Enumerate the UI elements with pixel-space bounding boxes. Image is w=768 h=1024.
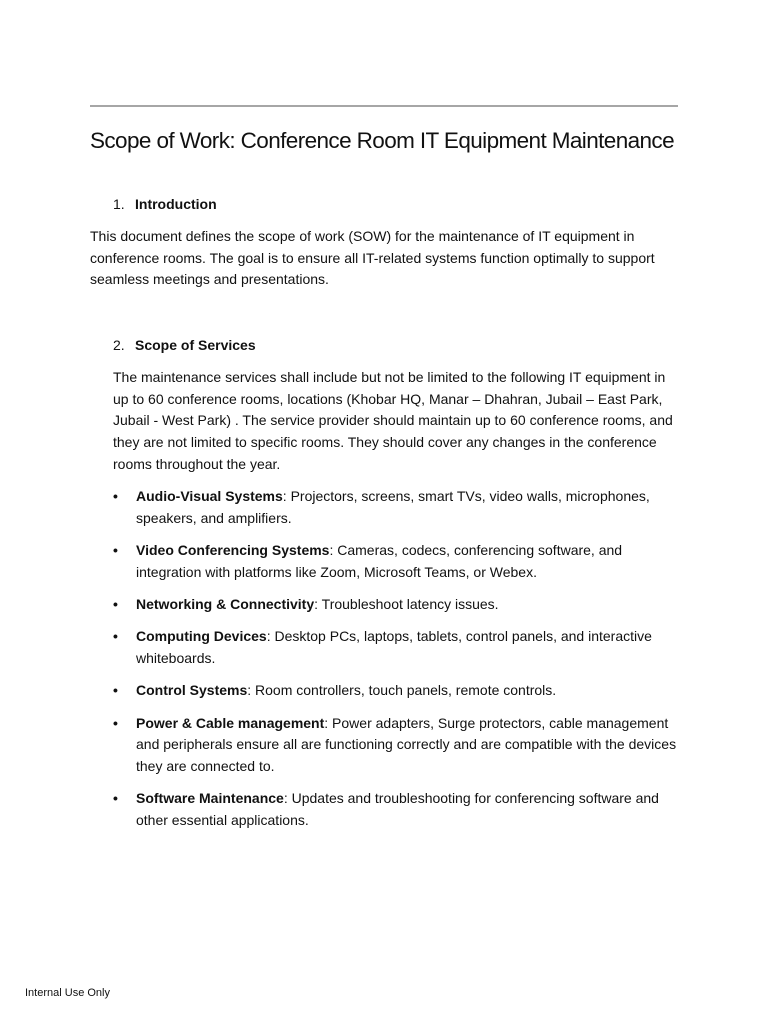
list-item xyxy=(113,680,678,702)
bullet-term: Networking & Connectivity xyxy=(136,596,315,612)
bullet-marker: • xyxy=(113,628,118,645)
bullet-marker: • xyxy=(113,596,118,612)
section-heading-scope-of-services xyxy=(113,335,256,355)
introduction-paragraph: This document defines the scope of work (SOW) for the maintenance of IT equipment in conference rooms. The goal is to ensure all IT-related systems function optimally to support seamless meetings and presentations. xyxy=(90,228,655,288)
bullet-term: Video Conferencing Systems xyxy=(136,542,330,558)
section-number: 1. xyxy=(113,196,125,212)
list-item xyxy=(113,788,678,831)
bullet-term: Computing Devices xyxy=(136,628,267,645)
equipment-list xyxy=(113,486,678,842)
section-heading-text: Introduction xyxy=(135,196,217,212)
bullet-term: Audio-Visual Systems xyxy=(136,488,283,504)
page-title: Scope of Work: Conference Room IT Equipment Maintenance xyxy=(90,128,674,153)
list-item xyxy=(113,713,678,778)
bullet-marker: • xyxy=(113,682,118,699)
bullet-text: : Troubleshoot latency issues. xyxy=(314,596,499,612)
list-item xyxy=(113,594,678,616)
bullet-text: : Updates and troubleshooting for conferencing software and other essential applications. xyxy=(136,790,659,828)
bullet-text: : Projectors, screens, smart TVs, video walls, microphones, speakers, and amplifiers. xyxy=(136,488,650,526)
scope-paragraph: The maintenance services shall include but not be limited to the following IT equipment in up to 60 conference rooms, locations (Khobar HQ, Manar – Dhahran, Jubail – East Park, Jubail - West Park) . The service provider should maintain up to 60 conference rooms, and they are not limited to specific rooms. They should cover any changes in the conference rooms throughout the year. xyxy=(113,369,673,472)
footer-classification: Internal Use Only xyxy=(25,987,110,999)
list-item xyxy=(113,626,678,669)
section-heading-text: Scope of Services xyxy=(135,337,256,353)
bullet-marker: • xyxy=(113,790,118,807)
horizontal-rule xyxy=(90,105,678,107)
bullet-text: : Room controllers, touch panels, remote controls. xyxy=(247,682,557,699)
bullet-text: : Desktop PCs, laptops, tablets, control panels, and interactive whiteboards. xyxy=(136,628,652,666)
section-number: 2. xyxy=(113,337,125,353)
list-item xyxy=(113,486,678,529)
bullet-marker: • xyxy=(113,488,118,504)
bullet-term: Control Systems xyxy=(136,682,248,699)
bullet-text: : Cameras, codecs, conferencing software, and integration with platforms like Zoom, Microsoft Teams, or Webex. xyxy=(136,542,623,580)
bullet-marker: • xyxy=(113,542,118,558)
bullet-marker: • xyxy=(113,714,118,731)
section-heading-introduction xyxy=(113,194,217,214)
bullet-term: Power & Cable management xyxy=(136,714,325,731)
bullet-term: Software Maintenance xyxy=(136,790,284,807)
bullet-text: : Power adapters, Surge protectors, cable management and peripherals ensure all are functioning correctly and are compatible with the devices they are connected to. xyxy=(136,714,677,774)
list-item xyxy=(113,540,678,583)
